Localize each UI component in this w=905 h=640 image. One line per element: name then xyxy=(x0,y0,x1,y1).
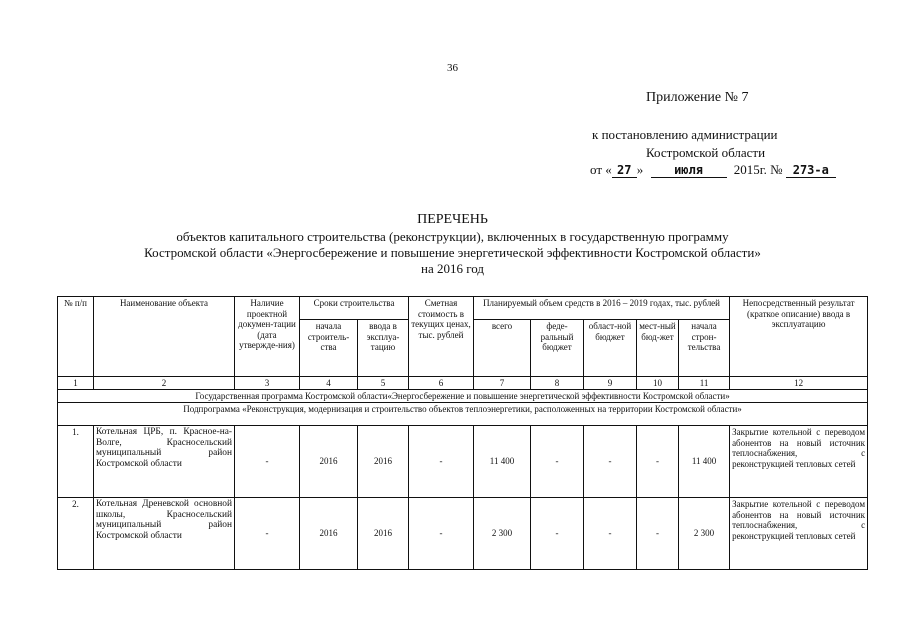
document-title: ПЕРЕЧЕНЬ xyxy=(417,212,488,227)
decree-line-2: Костромской области xyxy=(646,145,766,160)
row-result: Закрытие котельной с переводом абонентов на новый источник теплоснабжения, с реконструкцией тепловых сетей xyxy=(730,498,868,570)
subprogram-row xyxy=(58,403,868,426)
header-funding-regional: област-ной бюджет xyxy=(584,320,637,377)
header-result: Непосредственный результат (краткое описание) ввода в эксплуатацию xyxy=(730,297,868,377)
program-title: Государственная программа Костромской области«Энергосбережение и повышение энергетической эффективности Костромской области» xyxy=(58,390,868,403)
column-number: 11 xyxy=(679,377,730,390)
header-terms-start: начала строитель-ства xyxy=(300,320,358,377)
header-funding-federal: феде-ральный бюджет xyxy=(531,320,584,377)
row-start-column: 11 400 xyxy=(679,426,730,498)
decree-date-number xyxy=(590,162,836,178)
row-local: - xyxy=(637,498,679,570)
column-number-row xyxy=(58,377,868,390)
row-start-year: 2016 xyxy=(300,426,358,498)
subprogram-title: Подпрограмма «Реконструкция, модернизация и строительство объектов теплоэнергетики, расположенных на территории Костромской области» xyxy=(58,403,868,426)
row-regional: - xyxy=(584,426,637,498)
column-number: 4 xyxy=(300,377,358,390)
column-number: 2 xyxy=(94,377,235,390)
page-number: 36 xyxy=(447,62,458,74)
table-row xyxy=(58,498,868,570)
objects-table xyxy=(57,296,868,570)
header-terms: Сроки строительства xyxy=(300,297,409,320)
header-funding-total: всего xyxy=(474,320,531,377)
decree-month: июля xyxy=(651,164,727,178)
row-estimate: - xyxy=(409,498,474,570)
decree-day: 27 xyxy=(612,164,637,178)
row-commission-year: 2016 xyxy=(358,426,409,498)
row-federal: - xyxy=(531,426,584,498)
header-estimate: Сметная стоимость в текущих ценах, тыс. рублей xyxy=(409,297,474,377)
decree-number: 273-а xyxy=(786,164,836,178)
row-start-column: 2 300 xyxy=(679,498,730,570)
row-regional: - xyxy=(584,498,637,570)
column-number: 10 xyxy=(637,377,679,390)
decree-from-prefix: от « xyxy=(590,162,612,177)
column-number: 12 xyxy=(730,377,868,390)
column-number: 8 xyxy=(531,377,584,390)
document-subtitle xyxy=(100,229,805,277)
row-object-name: Котельная Дреневской основной школы, Красносельский муниципальный район Костромской области xyxy=(94,498,235,570)
row-total: 11 400 xyxy=(474,426,531,498)
row-num: 2. xyxy=(58,498,94,570)
decree-quote-close: » xyxy=(636,162,644,177)
program-row xyxy=(58,390,868,403)
header-docs: Наличие проектной докумен-тации (дата утвержде-ния) xyxy=(235,297,300,377)
row-docs: - xyxy=(235,498,300,570)
header-funding-local: мест-ный бюд-жет xyxy=(637,320,679,377)
decree-year-text: 2015г. № xyxy=(733,162,783,177)
row-estimate: - xyxy=(409,426,474,498)
header-num: № п/п xyxy=(58,297,94,377)
row-object-name: Котельная ЦРБ, п. Красное-на-Волге, Красносельский муниципальный район Костромской области xyxy=(94,426,235,498)
row-result: Закрытие котельной с переводом абонентов на новый источник теплоснабжения, с реконструкцией тепловых сетей xyxy=(730,426,868,498)
column-number: 1 xyxy=(58,377,94,390)
column-number: 9 xyxy=(584,377,637,390)
row-federal: - xyxy=(531,498,584,570)
decree-line-1: к постановлению администрации xyxy=(592,127,778,142)
row-commission-year: 2016 xyxy=(358,498,409,570)
document-subtitle-line-3: на 2016 год xyxy=(421,261,484,276)
table-row xyxy=(58,426,868,498)
column-number: 7 xyxy=(474,377,531,390)
header-funding: Планируемый объем средств в 2016 – 2019 годах, тыс. рублей xyxy=(474,297,730,320)
document-subtitle-line-1: объектов капитального строительства (реконструкции), включенных в государственную программу xyxy=(176,229,729,244)
header-funding-start: начала строн-тельства xyxy=(679,320,730,377)
row-num: 1. xyxy=(58,426,94,498)
row-local: - xyxy=(637,426,679,498)
column-number: 5 xyxy=(358,377,409,390)
row-total: 2 300 xyxy=(474,498,531,570)
column-number: 6 xyxy=(409,377,474,390)
row-start-year: 2016 xyxy=(300,498,358,570)
table-header-row xyxy=(58,297,868,320)
row-docs: - xyxy=(235,426,300,498)
document-subtitle-line-2: Костромской области «Энергосбережение и повышение энергетической эффективности Костромской области» xyxy=(144,245,761,260)
appendix-title: Приложение № 7 xyxy=(646,90,749,105)
header-terms-commission: ввода в эксплуа-тацию xyxy=(358,320,409,377)
column-number: 3 xyxy=(235,377,300,390)
header-name: Наименование объекта xyxy=(94,297,235,377)
